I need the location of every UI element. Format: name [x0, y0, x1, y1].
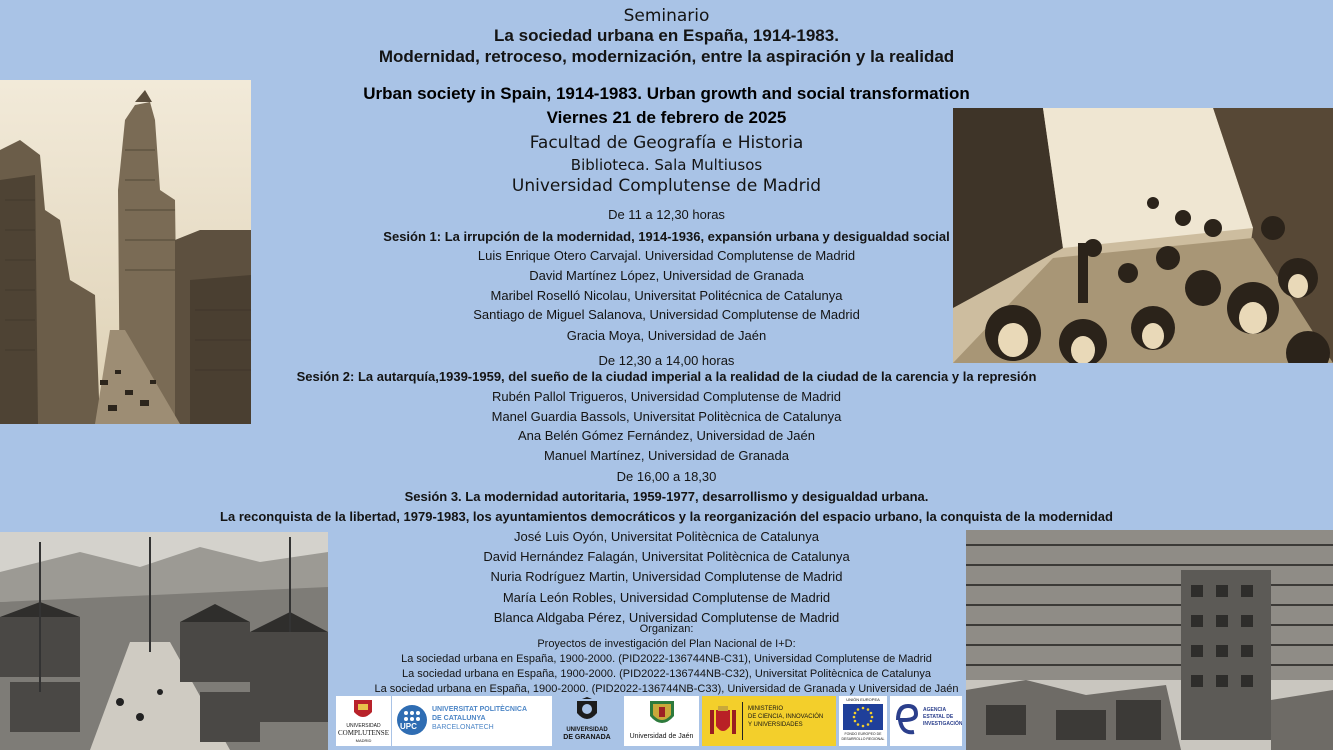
logo-upc	[392, 696, 552, 746]
speaker	[0, 448, 1333, 463]
speaker-name: Santiago de Miguel Salanova, Universidad Complutense de Madrid	[473, 307, 860, 322]
organizers-label	[0, 623, 1333, 635]
kicker-label	[0, 6, 1333, 26]
ugr-line-1: UNIVERSIDAD	[566, 727, 608, 733]
ministerio-divider	[742, 702, 743, 740]
project-text: La sociedad urbana en España, 1900-2000. (PID2022-136744NB-C32), Universitat Politècnica de Catalunya	[402, 668, 931, 680]
session-3-time-text: De 16,00 a 18,30	[616, 469, 717, 484]
university-text: Universidad Complutense de Madrid	[511, 176, 822, 196]
feder-line-1: UNIÓN EUROPEA	[846, 697, 880, 702]
ucm-line-2: COMPLUTENSE	[338, 729, 389, 737]
project-line	[0, 668, 1333, 680]
session-1-time	[0, 207, 1333, 222]
logo-feder	[839, 696, 887, 746]
session-2-title-text: Sesión 2: La autarquía,1939-1959, del sueño de la ciudad imperial a la realidad de la ciudad de la carencia y la represión	[296, 369, 1037, 384]
room	[0, 156, 1333, 174]
logo-ugr	[553, 696, 621, 746]
speaker-name: Manel Guardia Bassols, Universitat Politècnica de Catalunya	[491, 409, 842, 424]
session-3-title-2-text: La reconquista de la libertad, 1979-1983, los ayuntamientos democráticos y la reorganización del espacio urbano, la conquista de la modernidad	[220, 509, 1113, 524]
speaker	[0, 248, 1333, 263]
aei-line-3: INVESTIGACIÓN	[923, 721, 962, 727]
aei-line-2: ESTATAL DE	[923, 714, 954, 720]
speaker-name: Ana Belén Gómez Fernández, Universidad de Jaén	[517, 428, 815, 443]
ugr-crest-icon	[574, 697, 600, 725]
speaker-name: María León Robles, Universidad Complutense de Madrid	[502, 590, 831, 605]
speaker	[0, 569, 1333, 584]
project-text: La sociedad urbana en España, 1900-2000. (PID2022-136744NB-C31), Universidad Complutense de Madrid	[401, 653, 932, 665]
title-en-text: Urban society in Spain, 1914-1983. Urban growth and social transformation	[363, 84, 970, 103]
speaker	[0, 428, 1333, 443]
speaker	[0, 288, 1333, 303]
speaker	[0, 268, 1333, 283]
session-3-title	[0, 489, 1333, 504]
session-1-title-text: Sesión 1: La irrupción de la modernidad, 1914-1936, expansión urbana y desigualdad social	[383, 229, 950, 244]
ministerio-line-2: DE CIENCIA, INNOVACIÓN	[748, 714, 824, 720]
event-date	[0, 108, 1333, 128]
speaker-name: Blanca Aldgaba Pérez, Universidad Complutense de Madrid	[493, 610, 840, 625]
subtitle-es	[0, 47, 1333, 67]
speaker-name: David Hernández Falagán, Universitat Politècnica de Catalunya	[483, 549, 850, 564]
logo-ujaen	[624, 696, 699, 746]
speaker-name: Luis Enrique Otero Carvajal. Universidad Complutense de Madrid	[477, 248, 856, 263]
spain-coat-of-arms-icon	[708, 704, 738, 738]
speaker	[0, 590, 1333, 605]
session-3-time	[0, 469, 1333, 484]
speaker	[0, 389, 1333, 404]
upc-circle-icon	[396, 704, 428, 736]
ministerio-line-1: MINISTERIO	[748, 706, 784, 712]
ujaen-label: Universidad de Jaén	[629, 733, 694, 740]
speaker-name: Nuria Rodríguez Martin, Universidad Complutense de Madrid	[490, 569, 843, 584]
event-date-text: Viernes 21 de febrero de 2025	[546, 108, 787, 127]
ujaen-crest-icon	[647, 698, 677, 730]
upc-mark: UPC	[400, 722, 417, 731]
speaker	[0, 328, 1333, 343]
session-1-title	[0, 229, 1333, 244]
project-text: La sociedad urbana en España, 1900-2000. (PID2022-136744NB-C33), Universidad de Granada y Universidad de Jaén	[374, 683, 959, 695]
feder-line-3: DESARROLLO REGIONAL	[841, 737, 885, 741]
speaker-name: José Luis Oyón, Universitat Politècnica de Catalunya	[514, 529, 819, 544]
faculty	[0, 133, 1333, 153]
organizers-intro-text: Proyectos de investigación del Plan Nacional de I+D:	[537, 638, 796, 650]
upc-line-1: UNIVERSITAT POLITÈCNICA	[432, 706, 528, 713]
logo-ucm	[336, 696, 391, 746]
speaker-name: Rubén Pallol Trigueros, Universidad Complutense de Madrid	[491, 389, 841, 404]
title-es	[0, 26, 1333, 46]
aei-mark-icon	[894, 702, 920, 740]
eu-flag-icon	[843, 704, 883, 730]
organizers-label-text: Organizan:	[639, 623, 694, 635]
speaker-name: Manuel Martínez, Universidad de Granada	[544, 448, 789, 463]
organizers-intro	[0, 638, 1333, 650]
speaker	[0, 307, 1333, 322]
speaker-name: Maribel Roselló Nicolau, Universitat Politécnica de Catalunya	[490, 288, 843, 303]
upc-line-2: DE CATALUNYA	[432, 715, 486, 722]
subtitle-es-text: Modernidad, retroceso, modernización, entre la aspiración y la realidad	[378, 47, 955, 66]
speaker-name: Gracia Moya, Universidad de Jaén	[566, 328, 767, 343]
faculty-text: Facultad de Geografía e Historia	[529, 133, 804, 153]
ministerio-line-3: Y UNIVERSIDADES	[748, 722, 803, 728]
project-line	[0, 683, 1333, 695]
logo-aei	[890, 696, 962, 746]
speaker	[0, 529, 1333, 544]
speaker	[0, 549, 1333, 564]
kicker-text: Seminario	[623, 6, 710, 26]
session-3-title-text: Sesión 3. La modernidad autoritaria, 1959-1977, desarrollismo y desigualdad urbana.	[404, 489, 929, 504]
ucm-crest-icon	[352, 698, 374, 722]
session-3-title-2	[0, 509, 1333, 524]
session-2-time-text: De 12,30 a 14,00 horas	[598, 353, 735, 368]
upc-line-3: BARCELONATECH	[432, 724, 494, 731]
title-es-text: La sociedad urbana en España, 1914-1983.	[494, 26, 839, 45]
speaker	[0, 409, 1333, 424]
session-2-title	[0, 369, 1333, 384]
session-2-time	[0, 353, 1333, 368]
title-en	[0, 84, 1333, 104]
project-line	[0, 653, 1333, 665]
logo-ministerio	[702, 696, 836, 746]
university	[0, 176, 1333, 196]
room-text: Biblioteca. Sala Multiusos	[570, 156, 763, 174]
ucm-line-1: UNIVERSIDAD	[346, 723, 381, 729]
speaker-name: David Martínez López, Universidad de Granada	[529, 268, 804, 283]
ugr-line-2: DE GRANADA	[563, 734, 611, 741]
aei-line-1: AGENCIA	[923, 707, 947, 713]
session-1-time-text: De 11 a 12,30 horas	[608, 207, 725, 222]
feder-line-2: FONDO EUROPEO DE	[844, 732, 882, 736]
ucm-line-3: MADRID	[355, 738, 372, 743]
